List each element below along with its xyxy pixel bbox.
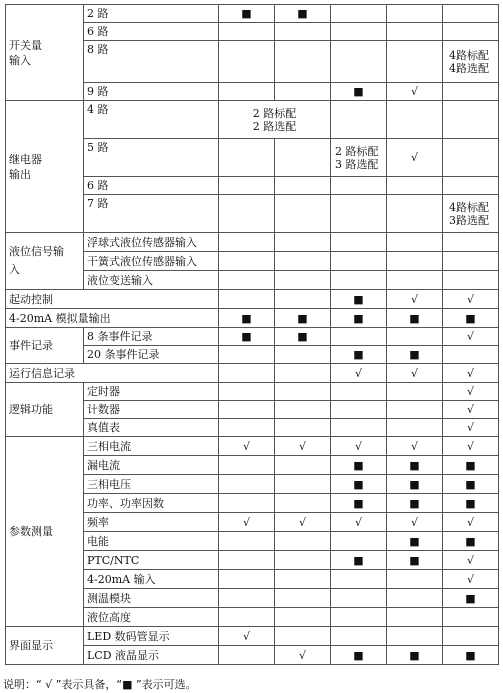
mark-opt: ■ xyxy=(443,309,499,328)
empty-cell xyxy=(219,346,275,364)
empty-cell xyxy=(443,101,499,139)
empty-cell xyxy=(275,627,331,646)
mark-opt: ■ xyxy=(331,309,387,328)
table-row xyxy=(6,437,499,456)
group-measure: 参数测量 xyxy=(6,437,84,627)
mark-opt: ■ xyxy=(219,328,275,346)
mark-std: √ xyxy=(443,419,499,437)
row-label: 9 路 xyxy=(84,83,219,101)
empty-cell xyxy=(219,570,275,589)
note-line: 3路选配 xyxy=(449,213,489,227)
row-label: 频率 xyxy=(84,513,219,532)
feature-table xyxy=(5,4,499,665)
row-label: 功率、功率因数 xyxy=(84,494,219,513)
empty-cell xyxy=(275,139,331,177)
mark-std: √ xyxy=(443,570,499,589)
mark-opt: ■ xyxy=(331,551,387,570)
empty-cell xyxy=(275,271,331,290)
table-row xyxy=(6,5,499,23)
empty-cell xyxy=(275,177,331,195)
empty-cell xyxy=(443,83,499,101)
row-label: 计数器 xyxy=(84,401,219,419)
empty-cell xyxy=(275,475,331,494)
row-label: 真值表 xyxy=(84,419,219,437)
empty-cell xyxy=(275,23,331,41)
empty-cell xyxy=(387,23,443,41)
mark-std: √ xyxy=(275,646,331,665)
mark-std: √ xyxy=(331,437,387,456)
mark-std: √ xyxy=(443,513,499,532)
empty-cell xyxy=(219,271,275,290)
empty-cell xyxy=(275,83,331,101)
mark-std: √ xyxy=(275,437,331,456)
empty-cell xyxy=(387,328,443,346)
empty-cell xyxy=(443,23,499,41)
row-label: 浮球式液位传感器输入 xyxy=(84,233,219,252)
mark-std: √ xyxy=(443,383,499,401)
empty-cell xyxy=(275,532,331,551)
empty-cell xyxy=(219,233,275,252)
mark-std: √ xyxy=(443,290,499,309)
empty-cell xyxy=(331,23,387,41)
note-line: 2 路标配 xyxy=(252,106,297,120)
empty-cell xyxy=(331,252,387,271)
empty-cell xyxy=(331,177,387,195)
empty-cell xyxy=(387,419,443,437)
mark-opt: ■ xyxy=(387,551,443,570)
note-line: 3 路选配 xyxy=(335,157,379,171)
empty-cell xyxy=(275,401,331,419)
table-row xyxy=(6,328,499,346)
empty-cell xyxy=(387,589,443,608)
row-run-log: 运行信息记录 xyxy=(6,364,219,383)
row-label: 三相电流 xyxy=(84,437,219,456)
note-line: 4路标配 xyxy=(449,200,489,214)
mark-opt: ■ xyxy=(443,532,499,551)
empty-cell xyxy=(219,290,275,309)
note-line: 2 路选配 xyxy=(252,119,297,133)
empty-cell xyxy=(387,252,443,271)
empty-cell xyxy=(331,570,387,589)
mark-opt: ■ xyxy=(331,83,387,101)
row-label: 液位变送输入 xyxy=(84,271,219,290)
empty-cell xyxy=(387,195,443,233)
row-label: 电能 xyxy=(84,532,219,551)
row-label: 4 路 xyxy=(84,101,219,139)
mark-std: √ xyxy=(275,513,331,532)
empty-cell xyxy=(219,608,275,627)
empty-cell xyxy=(219,23,275,41)
empty-cell xyxy=(443,608,499,627)
mark-std: √ xyxy=(443,401,499,419)
empty-cell xyxy=(331,401,387,419)
mark-opt: ■ xyxy=(443,475,499,494)
group-logic: 逻辑功能 xyxy=(6,383,84,437)
mark-std: √ xyxy=(443,364,499,383)
mark-opt: ■ xyxy=(443,494,499,513)
mark-opt: ■ xyxy=(275,309,331,328)
empty-cell xyxy=(275,551,331,570)
mark-std: √ xyxy=(443,551,499,570)
group-relay-output: 继电器输出 xyxy=(6,101,84,233)
empty-cell xyxy=(275,494,331,513)
empty-cell xyxy=(331,589,387,608)
empty-cell xyxy=(219,383,275,401)
row-label: 7 路 xyxy=(84,195,219,233)
row-start-control: 起动控制 xyxy=(6,290,219,309)
mark-opt: ■ xyxy=(219,5,275,23)
row-label: 6 路 xyxy=(84,177,219,195)
row-label: 20 条事件记录 xyxy=(84,346,219,364)
empty-cell xyxy=(275,346,331,364)
row-label: 5 路 xyxy=(84,139,219,177)
empty-cell xyxy=(331,5,387,23)
empty-cell xyxy=(387,627,443,646)
note-line: 2 路标配 xyxy=(335,144,379,158)
mark-opt: ■ xyxy=(387,532,443,551)
row-label: 4-20mA 输入 xyxy=(84,570,219,589)
config-note xyxy=(443,41,499,83)
row-label: 定时器 xyxy=(84,383,219,401)
empty-cell xyxy=(219,401,275,419)
config-note xyxy=(443,195,499,233)
mark-opt: ■ xyxy=(387,646,443,665)
empty-cell xyxy=(331,532,387,551)
mark-opt: ■ xyxy=(331,290,387,309)
empty-cell xyxy=(443,271,499,290)
empty-cell xyxy=(219,419,275,437)
mark-std: √ xyxy=(443,328,499,346)
empty-cell xyxy=(387,570,443,589)
empty-cell xyxy=(443,627,499,646)
group-level-input: 液位信号输入 xyxy=(6,233,84,290)
note-line: 4路选配 xyxy=(449,61,489,75)
row-analog-out: 4-20mA 模拟量输出 xyxy=(6,309,219,328)
empty-cell xyxy=(443,139,499,177)
mark-std: √ xyxy=(387,437,443,456)
row-label: 8 条事件记录 xyxy=(84,328,219,346)
mark-opt: ■ xyxy=(387,346,443,364)
empty-cell xyxy=(387,41,443,83)
empty-cell xyxy=(331,627,387,646)
mark-opt: ■ xyxy=(331,646,387,665)
empty-cell xyxy=(219,177,275,195)
empty-cell xyxy=(219,532,275,551)
empty-cell xyxy=(387,233,443,252)
row-label: 2 路 xyxy=(84,5,219,23)
config-note xyxy=(219,101,331,139)
empty-cell xyxy=(331,328,387,346)
row-label: 干簧式液位传感器输入 xyxy=(84,252,219,271)
empty-cell xyxy=(331,41,387,83)
empty-cell xyxy=(275,589,331,608)
table-row xyxy=(6,233,499,252)
mark-std: √ xyxy=(443,437,499,456)
empty-cell xyxy=(443,5,499,23)
mark-std: √ xyxy=(387,364,443,383)
mark-opt: ■ xyxy=(331,346,387,364)
empty-cell xyxy=(219,475,275,494)
empty-cell xyxy=(275,195,331,233)
mark-std: √ xyxy=(219,513,275,532)
row-label: PTC/NTC xyxy=(84,551,219,570)
empty-cell xyxy=(331,608,387,627)
empty-cell xyxy=(219,41,275,83)
table-row xyxy=(6,383,499,401)
mark-opt: ■ xyxy=(443,589,499,608)
empty-cell xyxy=(331,383,387,401)
row-label: 测温模块 xyxy=(84,589,219,608)
group-switch-input: 开关量输入 xyxy=(6,5,84,101)
mark-opt: ■ xyxy=(443,646,499,665)
row-label: 三相电压 xyxy=(84,475,219,494)
empty-cell xyxy=(443,177,499,195)
empty-cell xyxy=(387,608,443,627)
row-label: 8 路 xyxy=(84,41,219,83)
mark-std: √ xyxy=(219,437,275,456)
mark-opt: ■ xyxy=(275,5,331,23)
mark-std: √ xyxy=(219,627,275,646)
empty-cell xyxy=(275,290,331,309)
table-row xyxy=(6,101,499,139)
row-label: LCD 液晶显示 xyxy=(84,646,219,665)
mark-opt: ■ xyxy=(331,456,387,475)
note-line: 4路标配 xyxy=(449,48,489,62)
mark-std: √ xyxy=(387,139,443,177)
table-row xyxy=(6,364,499,383)
empty-cell xyxy=(219,646,275,665)
empty-cell xyxy=(275,419,331,437)
empty-cell xyxy=(219,494,275,513)
empty-cell xyxy=(275,233,331,252)
empty-cell xyxy=(275,608,331,627)
empty-cell xyxy=(387,177,443,195)
mark-opt: ■ xyxy=(387,494,443,513)
empty-cell xyxy=(387,401,443,419)
empty-cell xyxy=(331,271,387,290)
config-note xyxy=(331,139,387,177)
table-row xyxy=(6,309,499,328)
mark-std: √ xyxy=(331,513,387,532)
footnote-legend: 说明：“ √ ”表示具备，“■ ”表示可选。 xyxy=(3,678,197,691)
row-label: 液位高度 xyxy=(84,608,219,627)
mark-std: √ xyxy=(387,513,443,532)
mark-std: √ xyxy=(331,364,387,383)
mark-std: √ xyxy=(387,83,443,101)
empty-cell xyxy=(331,233,387,252)
empty-cell xyxy=(219,195,275,233)
empty-cell xyxy=(331,419,387,437)
group-display: 界面显示 xyxy=(6,627,84,665)
empty-cell xyxy=(219,551,275,570)
empty-cell xyxy=(443,346,499,364)
empty-cell xyxy=(331,101,387,139)
empty-cell xyxy=(387,271,443,290)
row-label: LED 数码管显示 xyxy=(84,627,219,646)
row-label: 漏电流 xyxy=(84,456,219,475)
empty-cell xyxy=(219,83,275,101)
mark-opt: ■ xyxy=(331,494,387,513)
empty-cell xyxy=(387,101,443,139)
mark-opt: ■ xyxy=(331,475,387,494)
group-event-log: 事件记录 xyxy=(6,328,84,364)
empty-cell xyxy=(275,252,331,271)
mark-opt: ■ xyxy=(443,456,499,475)
empty-cell xyxy=(275,383,331,401)
mark-opt: ■ xyxy=(387,309,443,328)
table-row xyxy=(6,290,499,309)
empty-cell xyxy=(275,364,331,383)
empty-cell xyxy=(387,383,443,401)
empty-cell xyxy=(219,252,275,271)
mark-opt: ■ xyxy=(275,328,331,346)
mark-std: √ xyxy=(387,290,443,309)
mark-opt: ■ xyxy=(387,475,443,494)
empty-cell xyxy=(219,589,275,608)
empty-cell xyxy=(443,233,499,252)
empty-cell xyxy=(275,570,331,589)
empty-cell xyxy=(443,252,499,271)
empty-cell xyxy=(387,5,443,23)
empty-cell xyxy=(219,456,275,475)
empty-cell xyxy=(275,41,331,83)
table-row xyxy=(6,627,499,646)
empty-cell xyxy=(275,456,331,475)
row-label: 6 路 xyxy=(84,23,219,41)
empty-cell xyxy=(219,139,275,177)
mark-opt: ■ xyxy=(219,309,275,328)
empty-cell xyxy=(331,195,387,233)
mark-opt: ■ xyxy=(387,456,443,475)
empty-cell xyxy=(219,364,275,383)
